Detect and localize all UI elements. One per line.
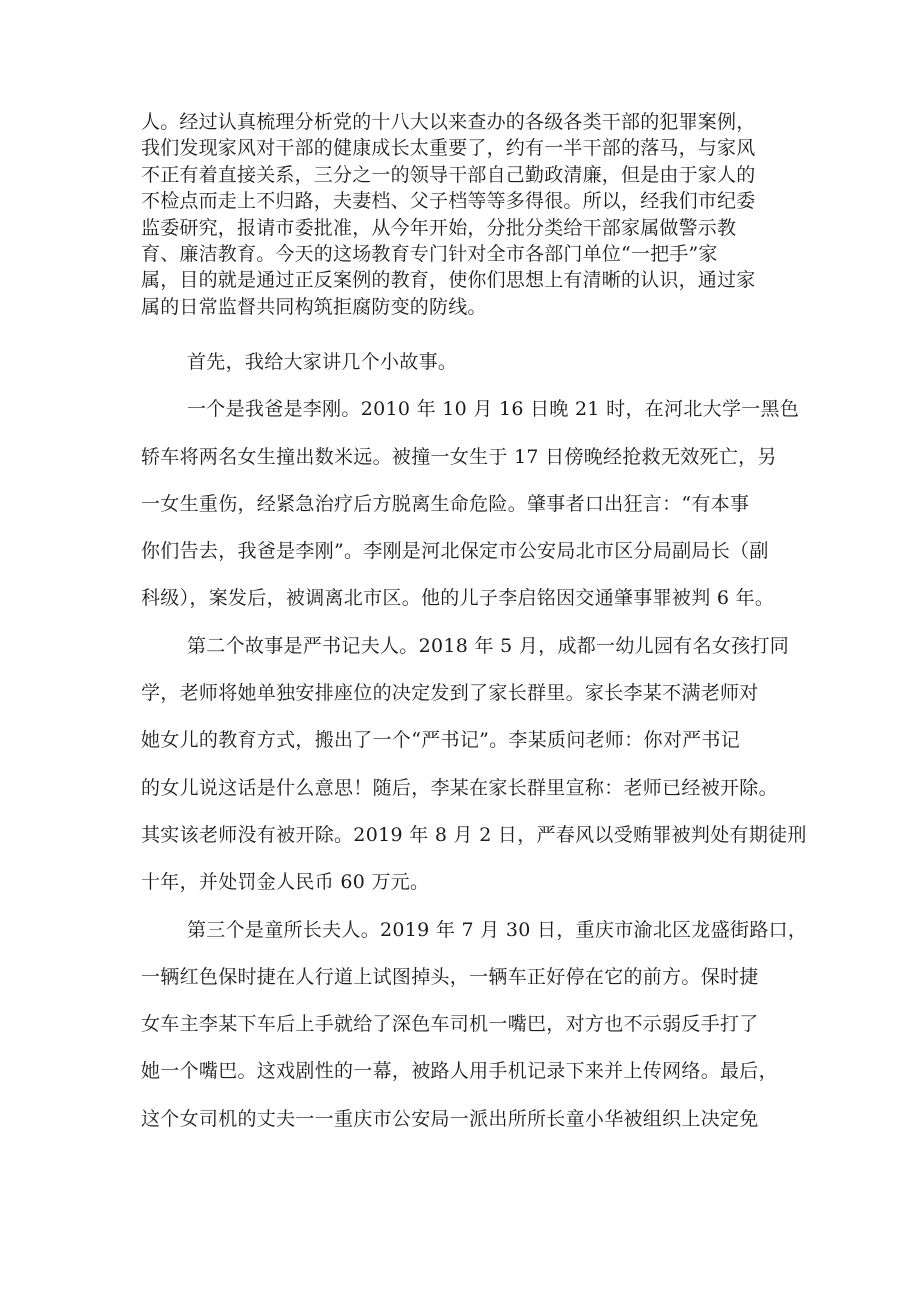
story-two-line: 第二个故事是严书记夫人。2018 年 5 月，成都一幼儿园有名女孩打同 <box>187 634 790 657</box>
intro-line: 人。经过认真梳理分析党的十八大以来查办的各级各类干部的犯罪案例， <box>141 111 756 133</box>
intro-line: 我们发现家风对干部的健康成长太重要了，约有一半干部的落马，与家风 <box>141 137 756 160</box>
heading-line: 首先，我给大家讲几个小故事。 <box>187 351 458 373</box>
main-body <box>141 339 808 1143</box>
intro-line: 不正有着直接关系，三分之一的领导干部自己勤政清廉，但是由于家人的 <box>141 163 756 186</box>
intro-line: 育、廉洁教育。今天的这场教育专门针对全市各部门单位“一把手”家 <box>141 242 718 265</box>
story-three-line: 女车主李某下车后上手就给了深色车司机一嘴巴，对方也不示弱反手打了 <box>141 1013 759 1036</box>
intro-line: 不检点而走上不归路，夫妻档、父子档等等多得很。所以，经我们市纪委 <box>141 190 756 213</box>
story-one-line: 一个是我爸是李刚。2010 年 10 月 16 日晚 21 时，在河北大学一黑色 <box>187 398 800 421</box>
intro-line: 属的日常监督共同构筑拒腐防变的防线。 <box>141 295 487 318</box>
story-three-line: 这个女司机的丈夫一一重庆市公安局一派出所所长童小华被组织上决定免 <box>141 1107 759 1130</box>
story-two-line: 十年，并处罚金人民币 60 万元。 <box>141 871 430 894</box>
intro-paragraph <box>141 109 801 320</box>
story-one-line: 轿车将两名女生撞出数米远。被撞一女生于 17 日傍晚经抢救无效死亡，另 <box>141 445 777 468</box>
story-one-line: 科级），案发后，被调离北市区。他的儿子李启铭因交通肇事罪被判 6 年。 <box>141 587 775 610</box>
story-two-line: 学，老师将她单独安排座位的决定发到了家长群里。家长李某不满老师对 <box>141 682 759 705</box>
story-two-line: 其实该老师没有被开除。2019 年 8 月 2 日，严春风以受贿罪被判处有期徒刑 <box>141 823 807 846</box>
story-two-line: 的女儿说这话是什么意思！随后，李某在家长群里宣称：老师已经被开除。 <box>141 776 778 799</box>
story-one-line: 你们告去，我爸是李刚”。李刚是河北保定市公安局北市区分局副局长（副 <box>141 540 769 563</box>
story-three-line: 一辆红色保时捷在人行道上试图掉头，一辆车正好停在它的前方。保时捷 <box>141 965 759 988</box>
intro-line: 属，目的就是通过正反案例的教育，使你们思想上有清晰的认识，通过家 <box>141 269 756 292</box>
story-three-line: 她一个嘴巴。这戏剧性的一幕，被路人用手机记录下来并上传网络。最后， <box>141 1060 778 1083</box>
story-three-line: 第三个是童所长夫人。2019 年 7 月 30 日，重庆市渝北区龙盛街路口， <box>187 918 808 941</box>
story-one-line: 一女生重伤，经紧急治疗后方脱离生命危险。肇事者口出狂言：“有本事 <box>141 492 750 515</box>
intro-line: 监委研究，报请市委批准，从今年开始，分批分类给干部家属做警示教 <box>141 216 737 239</box>
story-two-line: 她女儿的教育方式，搬出了一个“严书记”。李某质问老师：你对严书记 <box>141 729 741 752</box>
